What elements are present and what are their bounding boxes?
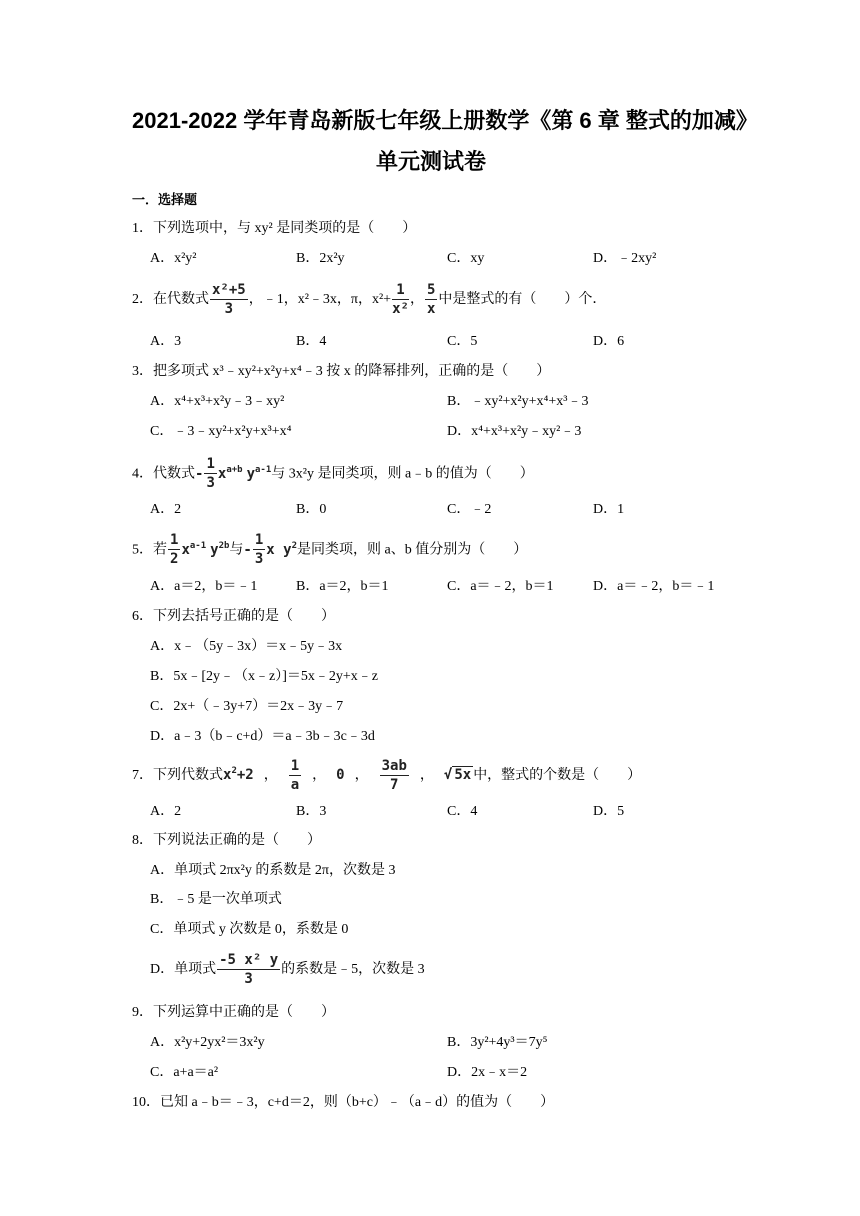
q7-f1-num: 1 [289, 758, 301, 776]
q4-sign: - [195, 465, 204, 482]
q2-option-c: C．5 [447, 334, 478, 349]
q5-suffix: 是同类项，则 a、b 值分别为（ ） [297, 542, 528, 558]
q4-prefix: 4．代数式 [132, 466, 195, 482]
q7-option-d: D．5 [593, 804, 625, 819]
q4-frac-den: 3 [206, 475, 215, 492]
q2-option-b: B．4 [296, 334, 327, 349]
q5-img2-num: 1 [253, 532, 265, 550]
q5-expression-image-1 [167, 532, 230, 568]
page-title-line2: 单元测试卷 [376, 149, 487, 174]
q6-option-d: D．a﹣3（b﹣c+d）＝a﹣3b﹣3c﹣3d [150, 729, 375, 744]
q9-option-d: D．2x﹣x＝2 [447, 1065, 528, 1080]
q1-option-a: A．x²y² [150, 251, 197, 266]
q2-f1-den: 3 [224, 301, 234, 318]
q1-option-c: C．xy [447, 251, 485, 266]
q1-option-b: B．2x²y [296, 251, 345, 266]
q5-img2-sign: - [243, 541, 252, 558]
q7-comma-1: ， [263, 767, 278, 783]
q3-option-d: D．x⁴+x³+x²y﹣xy²﹣3 [447, 424, 582, 439]
q5-mid: 与 [229, 542, 244, 558]
q5-img1-exp1: a-1 [189, 540, 207, 551]
q2-f2-den: x² [392, 301, 409, 318]
q8-option-c: C．单项式 y 次数是 0，系数是 0 [150, 922, 349, 937]
q4-exp1: a+b [226, 464, 243, 475]
q7-comma-4: ， [419, 767, 434, 783]
q2-fraction-1 [210, 282, 248, 317]
question-1-stem: 1．下列选项中，与 xy² 是同类项的是（ ） [132, 221, 417, 236]
q2-sep: ， [409, 291, 424, 307]
q2-prefix: 2．在代数式 [132, 291, 209, 307]
question-3-stem: 3．把多项式 x³﹣xy²+x²y+x⁴﹣3 按 x 的降幂排列，正确的是（ ） [132, 364, 551, 379]
q7-option-c: C．4 [447, 804, 478, 819]
question-9-stem: 9．下列运算中正确的是（ ） [132, 1005, 335, 1020]
q2-f2-num: 1 [392, 282, 409, 300]
q5-option-c: C．a＝﹣2，b＝1 [447, 579, 554, 594]
q8-d-prefix: D．单项式 [150, 961, 217, 977]
q2-fraction-3 [425, 282, 437, 317]
q7-f1-den: a [290, 777, 300, 794]
q8-option-b: B．﹣5 是一次单项式 [150, 892, 282, 907]
q4-option-d: D．1 [593, 502, 625, 517]
q5-option-a: A．a＝2，b＝﹣1 [150, 579, 258, 594]
q7-suffix: 中，整式的个数是（ ） [473, 767, 642, 783]
q7-comma-2: ， [312, 767, 327, 783]
q2-fraction-2 [392, 282, 409, 317]
q2-f1-num: x²+5 [210, 282, 248, 300]
page-title-line1: 2021-2022 学年青岛新版七年级上册数学《第 6 章 整式的加减》 [132, 108, 758, 133]
q2-f3-num: 5 [425, 282, 437, 300]
q2-mid: ，﹣1，x²﹣3x，π，x²+ [248, 291, 392, 307]
q2-option-d: D．6 [593, 334, 625, 349]
q5-expression-image-2 [243, 532, 298, 568]
q5-img1-exp2: 2b [218, 540, 230, 551]
q4-exp2: a-1 [255, 464, 272, 475]
q7-expr-1-exp: 2 [231, 765, 237, 776]
question-4-stem [132, 456, 534, 491]
sqrt-icon: √ [443, 766, 453, 783]
q7-zero: 0 [336, 766, 345, 783]
q9-option-a: A．x²y+2yx²＝3x²y [150, 1035, 265, 1050]
q8-d-num: -5 x² y [217, 952, 280, 970]
question-10-stem: 10．已知 a﹣b＝﹣3，c+d＝2，则（b+c）﹣（a﹣d）的值为（ ） [132, 1095, 555, 1110]
q7-expr-1 [223, 767, 254, 783]
q7-comma-3: ， [354, 767, 369, 783]
q5-img1-num: 1 [168, 532, 180, 550]
q5-img1-x: x [181, 541, 190, 558]
q4-expression-image [195, 456, 272, 492]
q7-f2-num: 3ab [380, 758, 409, 776]
q2-f3-den: x [426, 301, 436, 318]
q4-x: x [217, 465, 227, 482]
q9-option-c: C．a+a＝a² [150, 1065, 219, 1080]
q7-fraction-2 [380, 758, 409, 793]
q7-sqrt [444, 766, 473, 783]
q4-frac-num: 1 [204, 456, 216, 474]
q8-d-den: 3 [244, 971, 253, 988]
q7-expr-1-base: x [223, 766, 232, 783]
q7-option-b: B．3 [296, 804, 327, 819]
q4-y: y [246, 465, 256, 482]
q3-option-a: A．x⁴+x³+x²y﹣3﹣xy² [150, 394, 285, 409]
question-6-stem: 6．下列去括号正确的是（ ） [132, 609, 335, 624]
q5-img2-exp: 2 [291, 540, 298, 551]
q4-option-c: C．﹣2 [447, 502, 492, 517]
q4-suffix: 与 3x²y 是同类项，则 a﹣b 的值为（ ） [271, 466, 534, 482]
q5-img2-den: 3 [254, 551, 264, 568]
q6-option-a: A．x﹣（5y﹣3x）＝x﹣5y﹣3x [150, 639, 343, 654]
q7-fraction-1 [289, 758, 301, 793]
section-heading: 一．选择题 [132, 192, 198, 207]
q5-prefix: 5．若 [132, 542, 167, 558]
q5-option-b: B．a＝2，b＝1 [296, 579, 389, 594]
q4-option-a: A．2 [150, 502, 182, 517]
q9-option-b: B．3y²+4y³＝7y⁵ [447, 1035, 548, 1050]
q3-option-c: C．﹣3﹣xy²+x²y+x³+x⁴ [150, 424, 292, 439]
q2-suffix: 中是整式的有（ ）个． [438, 291, 607, 307]
q8-d-fraction [217, 952, 280, 987]
q7-prefix: 7．下列代数式 [132, 767, 223, 783]
question-7-stem [132, 758, 641, 793]
q4-option-b: B．0 [296, 502, 327, 517]
q1-option-d: D．﹣2xy² [593, 251, 657, 266]
q8-option-d [150, 952, 425, 987]
q6-option-b: B．5x﹣[2y﹣（x﹣z）]＝5x﹣2y+x﹣z [150, 669, 378, 684]
q2-option-a: A．3 [150, 334, 182, 349]
q7-expr-1-tail: +2 [236, 766, 254, 783]
q5-img1-y: y [210, 541, 219, 558]
q7-option-a: A．2 [150, 804, 182, 819]
q7-sqrt-body: 5x [454, 766, 472, 783]
q5-option-d: D．a＝﹣2，b＝﹣1 [593, 579, 715, 594]
q3-option-b: B．﹣xy²+x²y+x⁴+x³﹣3 [447, 394, 589, 409]
q5-img2-xy: x y [266, 541, 292, 558]
q8-d-suffix: 的系数是﹣5，次数是 3 [281, 961, 425, 977]
question-8-stem: 8．下列说法正确的是（ ） [132, 833, 321, 848]
question-2-stem [132, 282, 606, 317]
q6-option-c: C．2x+（﹣3y+7）＝2x﹣3y﹣7 [150, 699, 344, 714]
q5-img1-den: 2 [170, 551, 179, 568]
q8-option-a: A．单项式 2πx²y 的系数是 2π，次数是 3 [150, 863, 396, 878]
q7-f2-den: 7 [390, 777, 399, 794]
question-5-stem [132, 532, 527, 567]
